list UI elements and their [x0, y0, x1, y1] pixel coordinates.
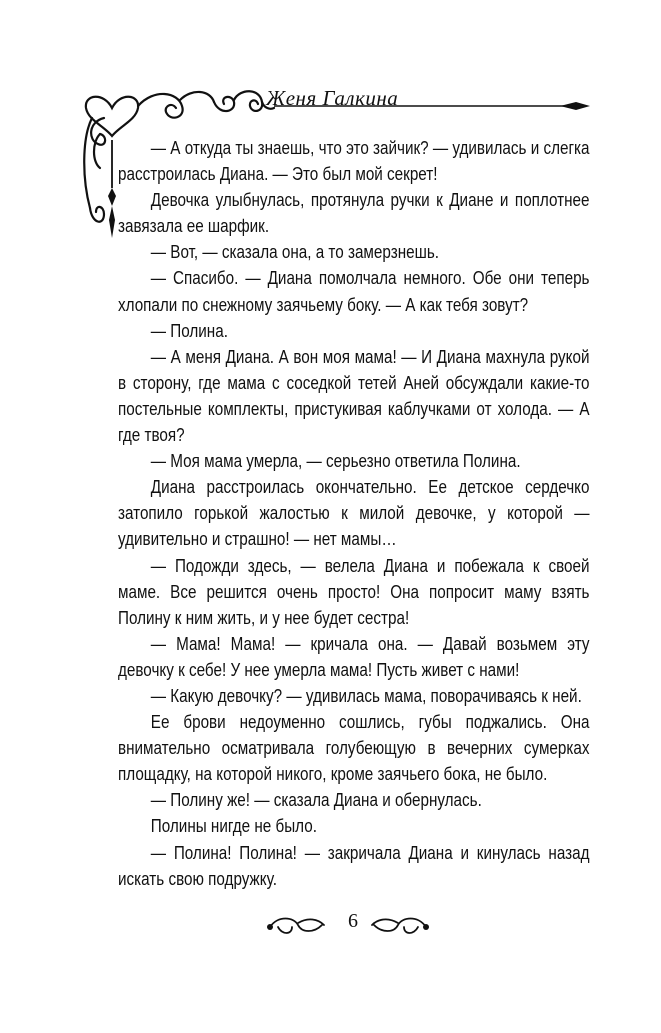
paragraph: — Полина! Полина! — закричала Диана и кинулась назад искать свою подружку.	[118, 841, 590, 889]
paragraph: Полины нигде не было.	[150, 815, 317, 837]
body-text	[118, 135, 590, 892]
paragraph: Девочка улыбнулась, протянула ручки к Диане и поплотнее завязала ее шарфик.	[118, 189, 590, 237]
paragraph: — Вот, — сказала она, а то замерзнешь.	[150, 241, 440, 263]
paragraph: — Какую девочку? — удивилась мама, поворачиваясь к ней.	[150, 684, 582, 706]
paragraph: — А откуда ты знаешь, что это зайчик? — удивилась и слегка расстроилась Диана. — Это был мой секрет!	[118, 137, 590, 185]
paragraph: — Полина.	[150, 319, 228, 341]
heart-icon	[86, 97, 138, 136]
paragraph: — Спасибо. — Диана помолчала немного. Обе они теперь хлопали по снежному заячьему боку. — А как тебя зовут?	[118, 267, 590, 315]
author-name: Женя Галкина	[266, 86, 399, 110]
paragraph: — Подожди здесь, — велела Диана и побежала к своей маме. Все решится очень просто! Она попросит маму взять Полину к ним жить, и у нее будет сестра!	[118, 554, 590, 628]
paragraph: — А меня Диана. А вон моя мама! — И Диана махнула рукой в сторону, где мама с соседкой тетей Аней обсуждали какие-то постельные комплекты, пристукивая каблучками от холода. — А где твоя?	[118, 345, 590, 446]
paragraph: Диана расстроилась окончательно. Ее детское сердечко затопило горькой жалостью к милой девочке, у которой — удивительно и страшно! — нет мамы…	[118, 476, 590, 550]
paragraph: Ее брови недоуменно сошлись, губы поджались. Она внимательно осматривала голубеющую в вечерних сумерках площадку, на которой никого, кроме заячьего бока, не было.	[118, 711, 590, 785]
paragraph: — Мама! Мама! — кричала она. — Давай возьмем эту девочку к себе! У нее умерла мама! Пусть живет с нами!	[118, 632, 590, 680]
page-number: 6	[348, 910, 358, 932]
paragraph: — Полину же! — сказала Диана и обернулась.	[150, 789, 482, 811]
paragraph: — Моя мама умерла, — серьезно ответила Полина.	[150, 450, 521, 472]
